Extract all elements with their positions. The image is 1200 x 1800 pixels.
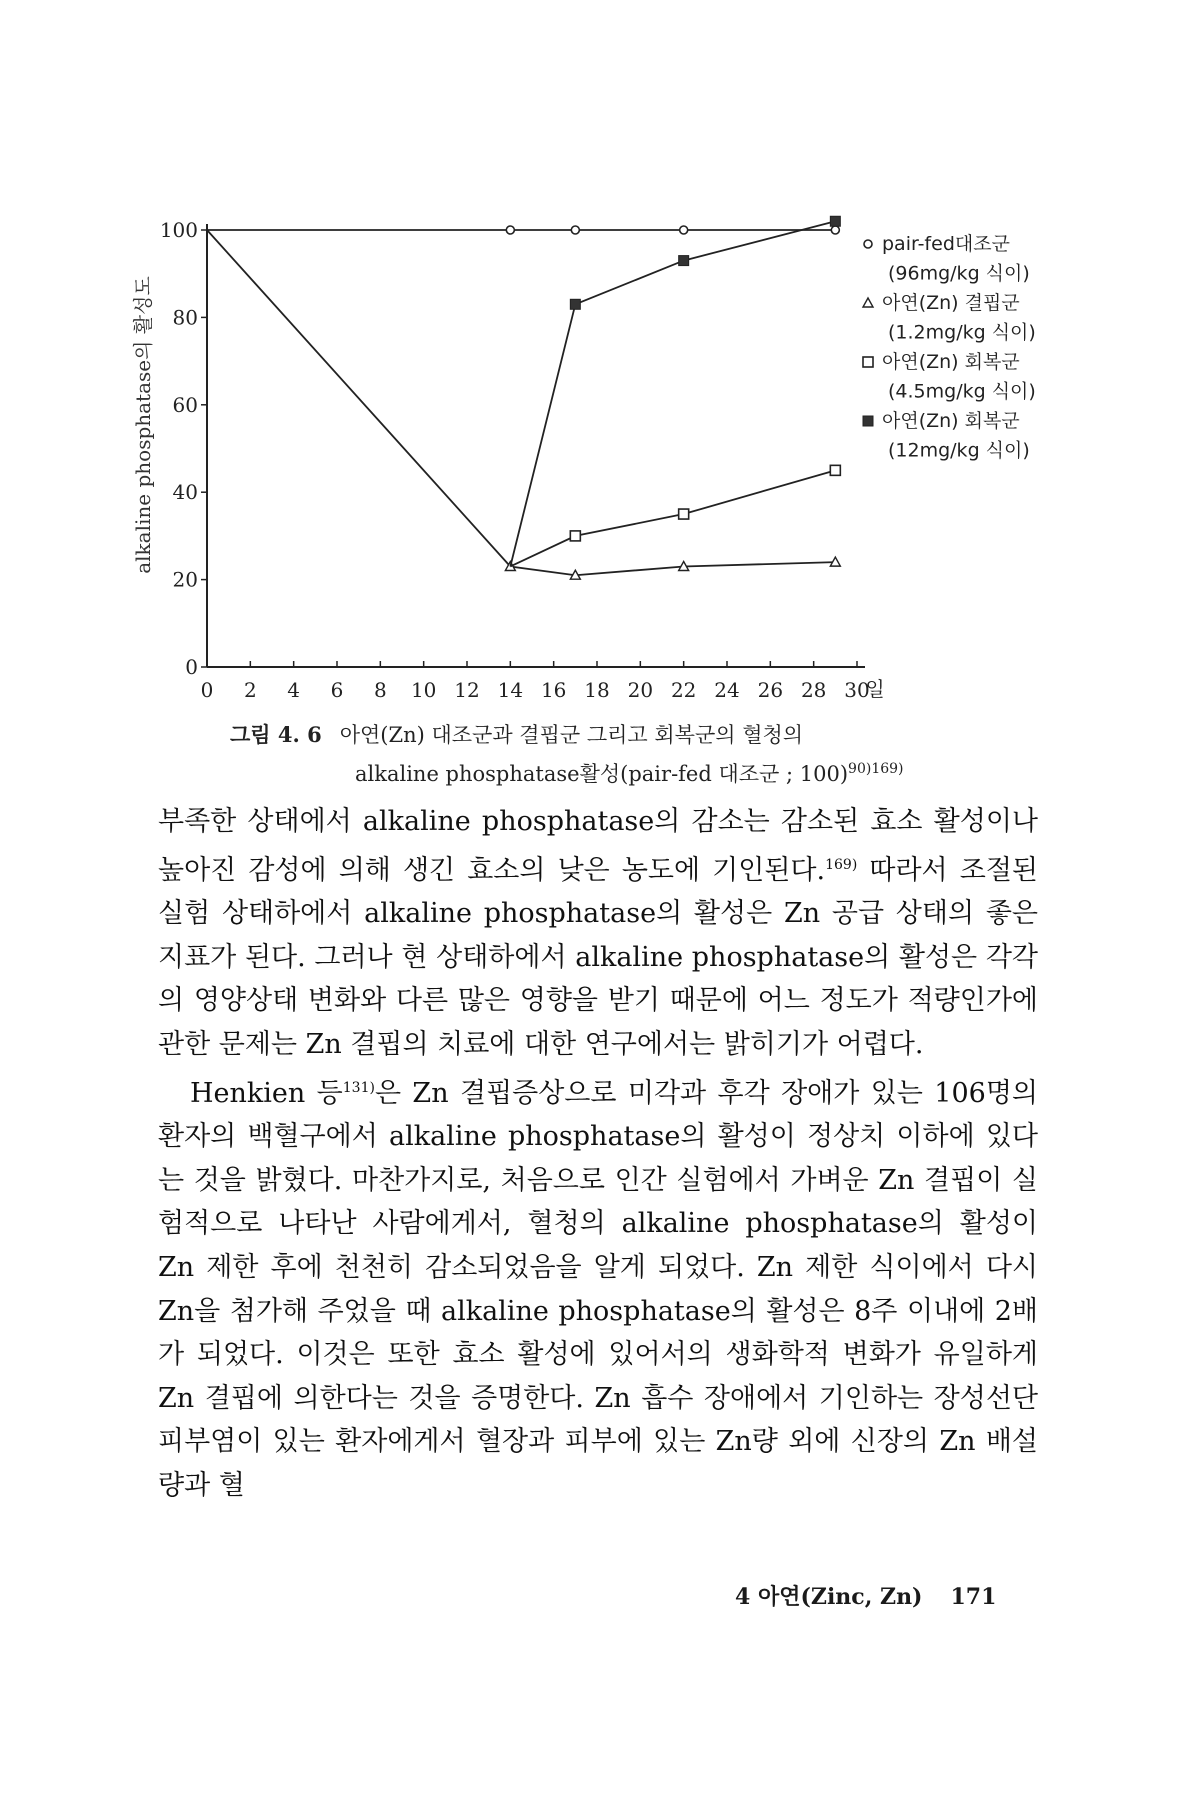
page-number: 171	[950, 1584, 997, 1610]
data-point-filled-square	[679, 256, 689, 266]
data-point-circle	[571, 226, 579, 234]
chart-axes	[160, 218, 870, 702]
x-tick-label: 10	[410, 678, 437, 702]
paragraph-2-ref: 131)	[342, 1079, 375, 1096]
x-tick-label: 16	[540, 678, 567, 702]
data-point-square	[570, 531, 580, 541]
legend-series-dose: (1.2mg/kg 식이)	[888, 321, 1036, 344]
data-point-circle	[831, 226, 839, 234]
caption-refs: 90)169)	[848, 761, 904, 777]
legend-series-dose: (12mg/kg 식이)	[888, 439, 1030, 462]
series-2	[207, 230, 840, 579]
chart-series	[207, 216, 840, 579]
figure-caption	[230, 718, 1030, 791]
y-tick-label: 0	[185, 655, 198, 679]
y-axis-label: alkaline phosphatase의 활성도	[131, 276, 155, 574]
y-tick-label: 40	[172, 480, 198, 505]
y-tick-label: 100	[159, 218, 198, 242]
legend-series-name: 아연(Zn) 회복군	[882, 351, 1020, 373]
legend-series-dose: (96mg/kg 식이)	[888, 262, 1030, 285]
x-tick-label: 0	[200, 678, 214, 702]
footer-chapter: 4 아연(Zinc, Zn)	[735, 1584, 923, 1610]
caption-text-2: alkaline phosphatase활성(pair-fed 대조군 ; 100)	[355, 762, 849, 786]
x-tick-label: 22	[670, 678, 697, 702]
x-tick-label: 4	[287, 678, 301, 702]
series-line	[510, 470, 835, 566]
body-text	[158, 800, 1038, 1508]
data-point-square	[830, 465, 840, 475]
legend-series-dose: (4.5mg/kg 식이)	[888, 380, 1036, 403]
x-tick-label: 2	[243, 678, 257, 702]
paragraph-1-ref: 169)	[825, 856, 858, 873]
paragraph-1-text-b: 따라서 조절된 실험 상태하에서 alkaline phosphatase의 활성은 Zn 공급 상태의 좋은 지표가 된다. 그러나 현 상태하에서 alkaline phosphatase의 활성은 각각의 영양상태 변화와 다른 많은 영향을 받기 때문에 어느 정도가 적량인가에 관한 문제는 Zn 결핍의 치료에 대한 연구에서는 밝히기가 어렵다.	[158, 854, 1038, 1060]
data-point-circle	[864, 240, 872, 248]
data-point-filled-square	[830, 216, 840, 226]
x-tick-label: 26	[757, 678, 784, 702]
x-tick-label: 28	[800, 678, 827, 702]
data-point-filled-square	[570, 299, 580, 309]
series-line	[510, 221, 835, 566]
legend-series-name: 아연(Zn) 결핍군	[882, 292, 1020, 314]
series-4	[510, 216, 840, 566]
legend-series-name: pair-fed대조군	[882, 233, 1010, 255]
paragraph-2-text-a: Henkien 등	[190, 1077, 343, 1109]
series-3	[510, 465, 840, 566]
line-chart	[120, 210, 1100, 710]
x-tick-label: 20	[627, 678, 654, 702]
caption-line-1: 아연(Zn) 대조군과 결핍군 그리고 회복군의 혈청의	[339, 723, 804, 747]
x-tick-label: 6	[330, 678, 344, 702]
y-tick-label: 80	[172, 305, 198, 330]
data-point-circle	[506, 226, 514, 234]
x-tick-label: 12	[454, 678, 480, 702]
data-point-square	[863, 357, 873, 367]
data-point-circle	[680, 226, 688, 234]
chart-legend	[863, 233, 1036, 462]
x-tick-label: 18	[584, 678, 610, 702]
y-tick-label: 20	[172, 567, 198, 592]
y-tick-label: 60	[172, 392, 198, 417]
figure-number: 그림 4. 6	[230, 722, 322, 747]
paragraph-2-text-b: 은 Zn 결핍증상으로 미각과 후각 장애가 있는 106명의 환자의 백혈구에서 alkaline phosphatase의 활성이 정상치 이하에 있다는 것을 밝혔다. 마찬가지로, 처음으로 인간 실험에서 가벼운 Zn 결핍이 실험적으로 나타난 사람에게서, 혈청의 alkaline phosphatase의 활성이 Zn 제한 후에 천천히 감소되었음을 알게 되었다. Zn 제한 식이에서 다시 Zn을 첨가해 주었을 때 alkaline phosphatase의 활성은 8주 이내에 2배가 되었다. 이것은 또한 효소 활성에 있어서의 생화학적 변화가 유일하게 Zn 결핍에 의한다는 것을 증명한다. Zn 흡수 장애에서 기인하는 장성선단피부염이 있는 환자에게서 혈장과 피부에 있는 Zn량 외에 신장의 Zn 배설량과 혈	[158, 1077, 1038, 1501]
paragraph-1	[158, 800, 1038, 1067]
data-point-square	[679, 509, 689, 519]
x-tick-label: 14	[497, 678, 524, 702]
data-point-triangle	[863, 298, 873, 307]
x-axis-unit: 일	[865, 677, 885, 701]
page-footer	[735, 1580, 996, 1611]
paragraph-2	[158, 1067, 1038, 1508]
x-tick-label: 24	[714, 678, 740, 702]
x-tick-label: 8	[373, 678, 387, 702]
legend-series-name: 아연(Zn) 회복군	[882, 410, 1020, 432]
x-tick-label: 30	[844, 678, 870, 702]
series-1	[207, 226, 839, 234]
caption-line-2	[230, 752, 1030, 791]
data-point-filled-square	[863, 416, 873, 426]
paragraph-1-text-a: 부족한 상태에서 alkaline phosphatase의 감소는 감소된 효소 활성이나 높아진 감성에 의해 생긴 효소의 낮은 농도에 기인된다.	[158, 806, 1038, 886]
